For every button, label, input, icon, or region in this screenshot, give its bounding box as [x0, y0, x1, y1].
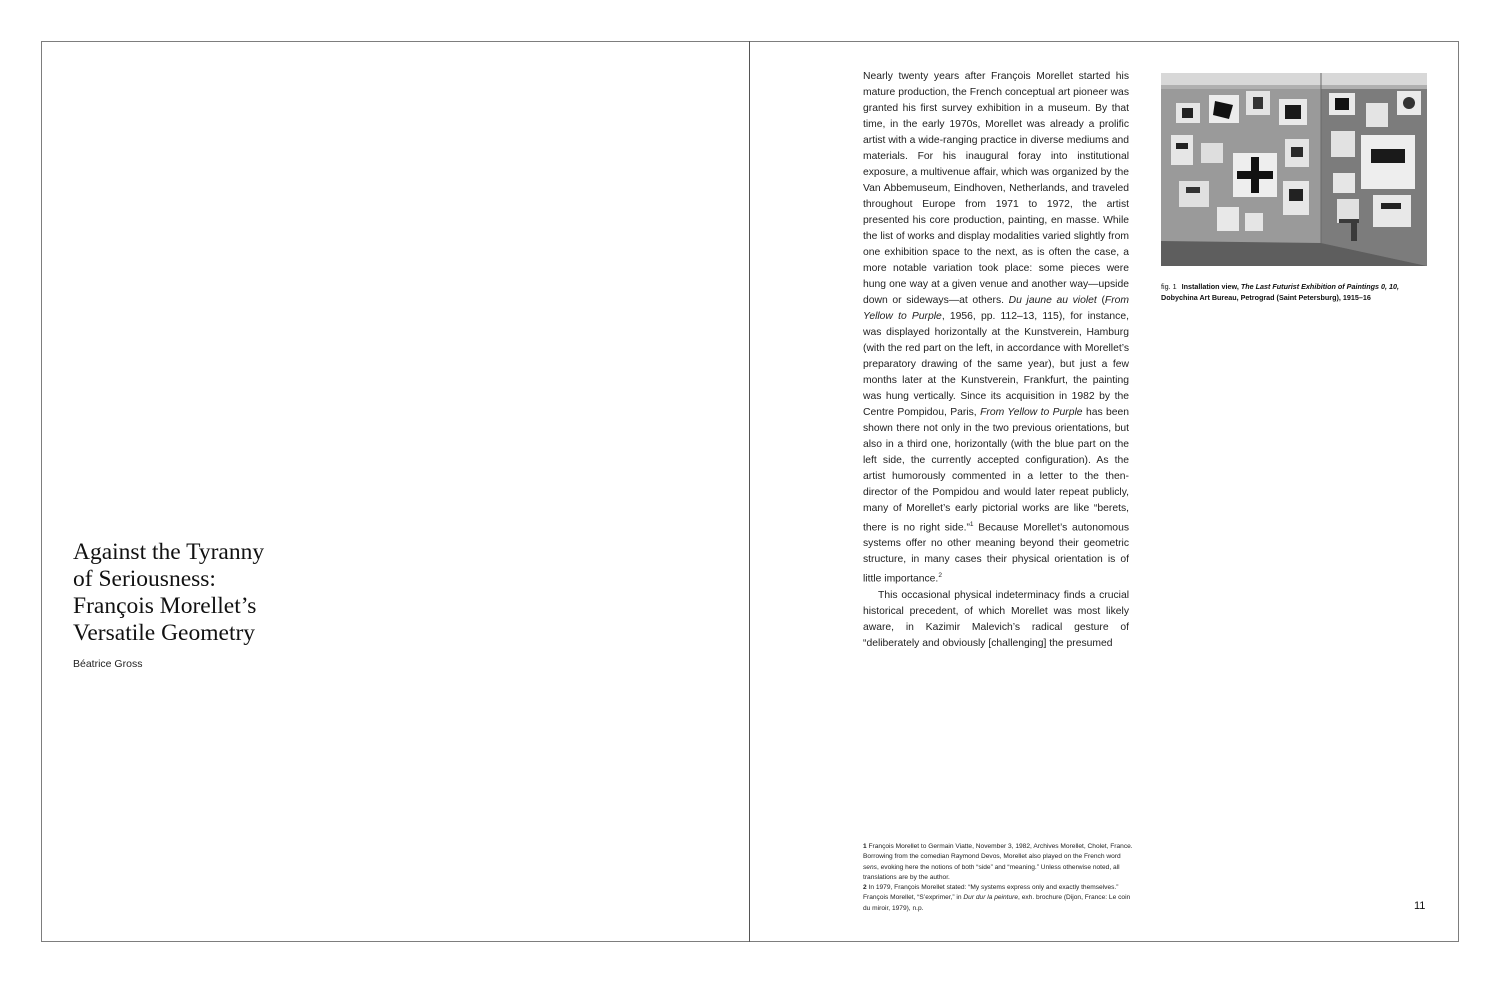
caption-exhibition-title: The Last Futurist Exhibition of Paintings 0, 10,: [1240, 282, 1399, 291]
footnote-ref[interactable]: 1: [969, 521, 974, 528]
footnote-text: , exh. brochure (Dijon, France: Le coin du miroir, 1979), n.p.: [863, 894, 1131, 912]
text-run: Because Morellet’s autonomous systems offer no other meaning beyond their geometric structure, in many cases their physical orientation is of little importance.: [863, 522, 1129, 585]
title-line: François Morellet’s: [73, 593, 257, 619]
text-run: has been shown there not only in the two previous orientations, but also in a third one, horizontally (with the blue part on the left side, the currently accepted configuration). As the artist humorously commented in a letter to the then-director of the Pompidou and would later repeat publicly, many of Morellet’s early pictorial works are like “berets, there is no right side.”: [863, 407, 1129, 534]
footnote-ref[interactable]: 2: [938, 572, 942, 580]
figure-caption: [1161, 281, 1431, 303]
title-line: Against the Tyranny: [73, 539, 265, 565]
caption-text: Installation view,: [1181, 282, 1239, 291]
center-gutter: [749, 41, 750, 942]
artwork-title: From Yellow to Purple: [980, 407, 1083, 418]
footnote: [863, 842, 1135, 883]
footnote-number: 2: [863, 884, 867, 892]
footnote-text: , evoking here the notions of both “side” and “meaning.” Unless otherwise noted, all translations are by the author.: [863, 863, 1120, 881]
footnote-text: In 1979, François Morellet stated: “My systems express only and exactly themselves.” François Morellet, “S’exprimer,” in: [863, 884, 1119, 902]
artwork-title: From Yellow to Purple: [863, 295, 1130, 322]
title-line: of Seriousness:: [73, 566, 216, 592]
footnote: [863, 883, 1135, 914]
footnote-number: 1: [863, 843, 867, 850]
footnote-italic: sens: [863, 863, 877, 871]
body-paragraph: [863, 69, 1129, 588]
text-run: , 1956, pp. 112–13, 115), for instance, was displayed horizontally at the Kunstverein, Hamburg (with the red part on the left, in accordance with Morellet’s preparatory drawing of the same year), but just a few months later at the Kunstverein, Frankfurt, the painting was hung vertically. Since its acquisition in 1982 by the Centre Pompidou, Paris,: [863, 311, 1129, 418]
author-name: Béatrice Gross: [73, 658, 143, 670]
body-paragraph: This occasional physical indeterminacy finds a crucial historical precedent, of which Morellet was most likely aware, in Kazimir Malevich’s radical gesture of “deliberately and obviously [challenging] the presumed: [863, 589, 1129, 649]
artwork-title: Du jaune au violet: [1008, 295, 1097, 306]
essay-title: [73, 539, 403, 647]
text-run: (: [1101, 295, 1105, 306]
page-number: 11: [1414, 900, 1426, 912]
text-run: Nearly twenty years after François Morellet started his mature production, the French conceptual art pioneer was granted his first survey exhibition in a museum. By that time, in the early 1970s, Morellet was already a prolific artist with a wide-ranging practice in diverse mediums and materials. For his inaugural foray into institutional exposure, a multivenue affair, which was organized by the Van Abbemuseum, Eindhoven, Netherlands, and traveled throughout Europe from 1971 to 1972, the artist presented his core production, painting, en masse. While the list of works and display modalities varied slightly from one exhibition space to the next, as is often the case, a more notable variation took place: some pieces were hung one way at a given venue and another way—upside down or sideways—at others.: [863, 71, 1129, 306]
photo-image: [1161, 73, 1427, 266]
footnote-text: François Morellet to Germain Viatte, November 3, 1982, Archives Morellet, Cholet, France. Borrowing from the comedian Raymond Devos, Morellet also played on the French word: [863, 843, 1133, 861]
footnotes: [863, 842, 1135, 914]
figure-label: fig. 1: [1161, 282, 1177, 291]
body-text: [863, 69, 1129, 652]
footnote-italic: Dur dur la peinture: [963, 894, 1019, 902]
caption-text: Dobychina Art Bureau, Petrograd (Saint Petersburg), 1915–16: [1161, 293, 1371, 302]
title-line: Versatile Geometry: [73, 620, 256, 646]
installation-photo: [1161, 73, 1427, 266]
